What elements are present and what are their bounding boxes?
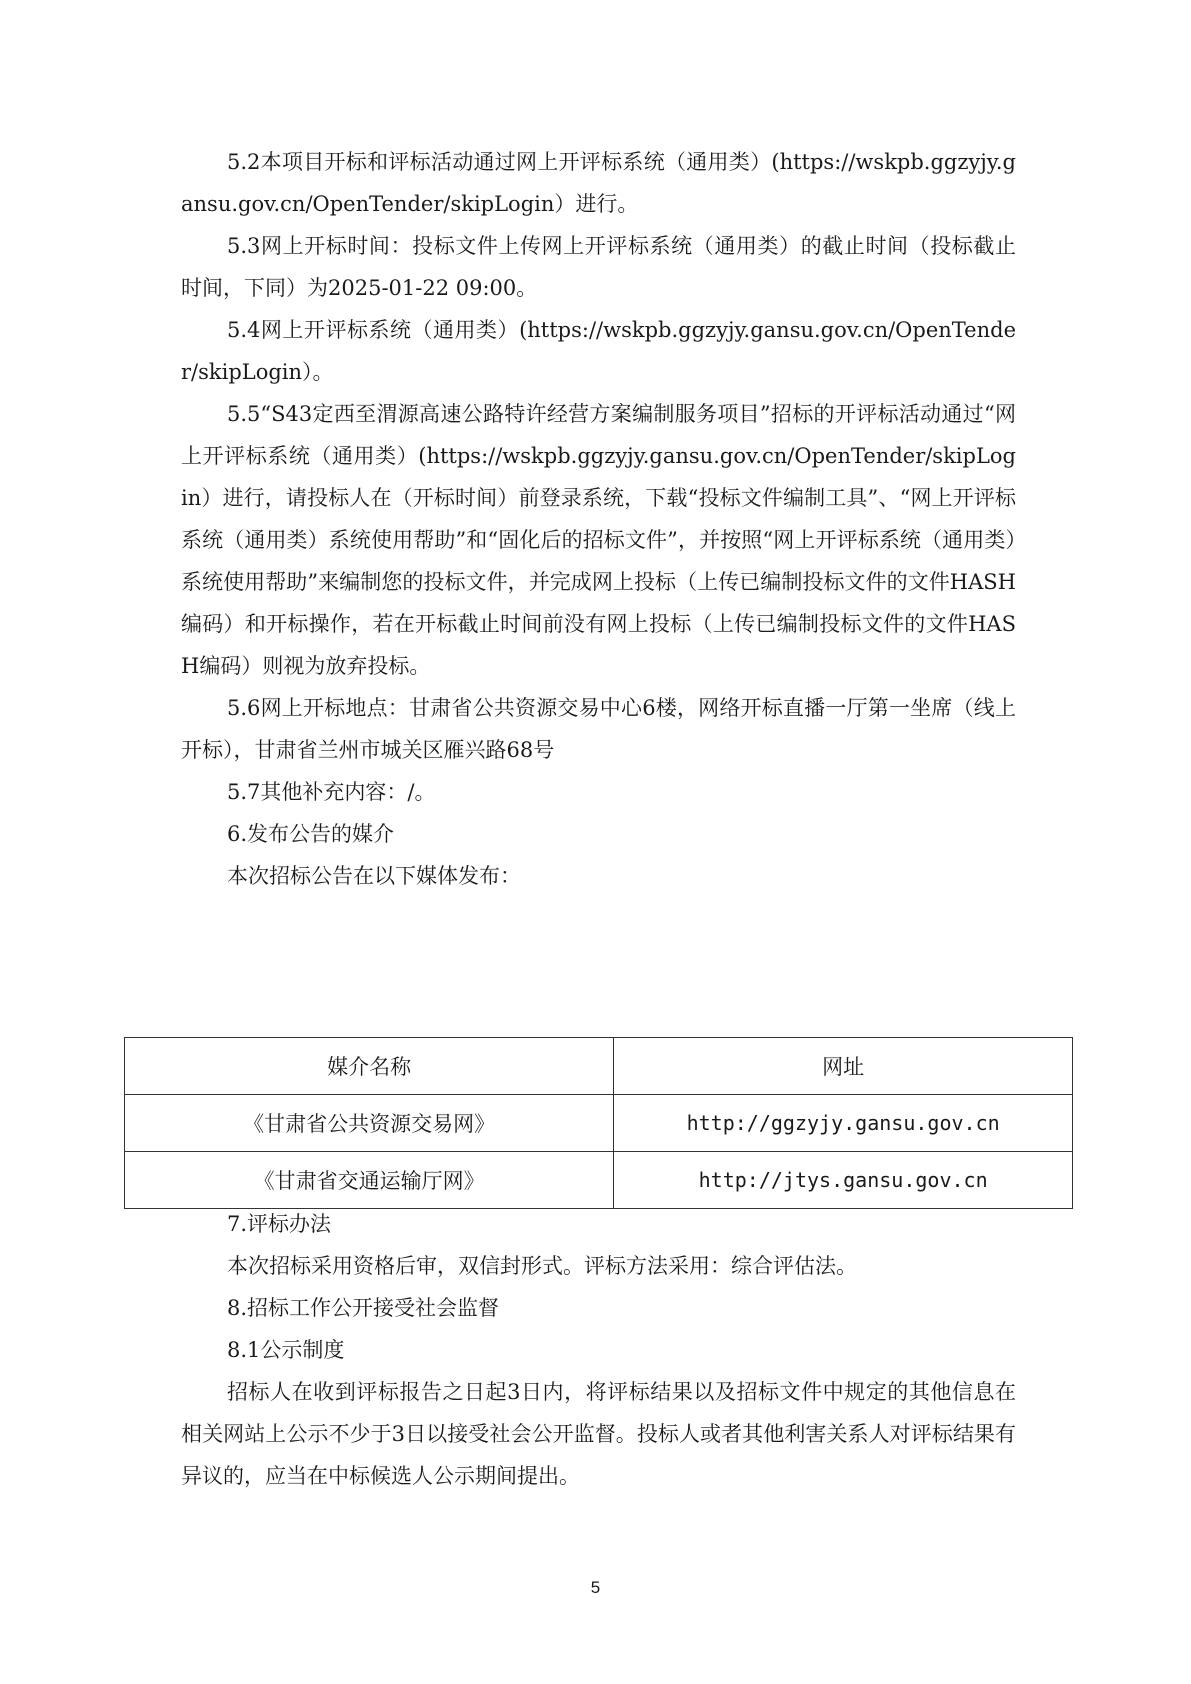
table-row [125,1152,1073,1209]
document-body-bottom [181,1203,1016,1497]
publicity-paragraph: 招标人在收到评标报告之日起3日内，将评标结果以及招标文件中规定的其他信息在相关网站上公示不少于3日以接受社会公开监督。投标人或者其他利害关系人对评标结果有异议的，应当在中标候选人公示期间提出。 [181,1380,1016,1488]
evaluation-method: 本次招标采用资格后审，双信封形式。评标方法采用：综合评估法。 [227,1254,857,1278]
media-name-cell: 《甘肃省公共资源交易网》 [125,1095,614,1152]
section-8-1-heading: 8.1公示制度 [227,1338,345,1362]
paragraph-5-7: 5.7其他补充内容：/。 [227,780,436,804]
media-url-cell: http://ggzyjy.gansu.gov.cn [614,1095,1073,1152]
paragraph-5-6: 5.6网上开标地点：甘肃省公共资源交易中心6楼，网络开标直播一厅第一坐席（线上开标），甘肃省兰州市城关区雁兴路68号 [181,696,1016,762]
paragraph-5-4: 5.4网上开评标系统（通用类）(https://wskpb.ggzyjy.gansu.gov.cn/OpenTender/skipLogin）。 [181,318,1016,384]
table-row [125,1095,1073,1152]
paragraph-5-3: 5.3网上开标时间：投标文件上传网上开评标系统（通用类）的截止时间（投标截止时间，下同）为2025-01-22 09:00。 [181,234,1016,300]
section-6-heading: 6.发布公告的媒介 [227,822,395,846]
section-7-heading: 7.评标办法 [227,1212,332,1236]
header-url: 网址 [614,1038,1073,1095]
header-media-name: 媒介名称 [125,1038,614,1095]
media-name-cell: 《甘肃省交通运输厅网》 [125,1152,614,1209]
media-table [124,1037,1073,1209]
document-body-top [181,141,1016,897]
media-url-cell: http://jtys.gansu.gov.cn [614,1152,1073,1209]
paragraph-5-5: 5.5“S43定西至渭源高速公路特许经营方案编制服务项目”招标的开评标活动通过“网上开评标系统（通用类）(https://wskpb.ggzyjy.gansu.gov.cn/OpenTender/skipLogin）进行，请投标人在（开标时间）前登录系统，下载“投标文件编制工具”、“网上开评标系统（通用类）系统使用帮助”和“固化后的招标文件”，并按照“网上开评标系统（通用类）系统使用帮助”来编制您的投标文件，并完成网上投标（上传已编制投标文件的文件HASH编码）和开标操作，若在开标截止时间前没有网上投标（上传已编制投标文件的文件HASH编码）则视为放弃投标。 [181,402,1016,678]
page-number: 5 [590,1578,601,1597]
table-header-row [125,1038,1073,1095]
media-intro: 本次招标公告在以下媒体发布： [227,864,521,888]
section-8-heading: 8.招标工作公开接受社会监督 [227,1296,500,1320]
paragraph-5-2: 5.2本项目开标和评标活动通过网上开评标系统（通用类）(https://wskpb.ggzyjy.gansu.gov.cn/OpenTender/skipLogin）进行。 [181,150,1016,216]
